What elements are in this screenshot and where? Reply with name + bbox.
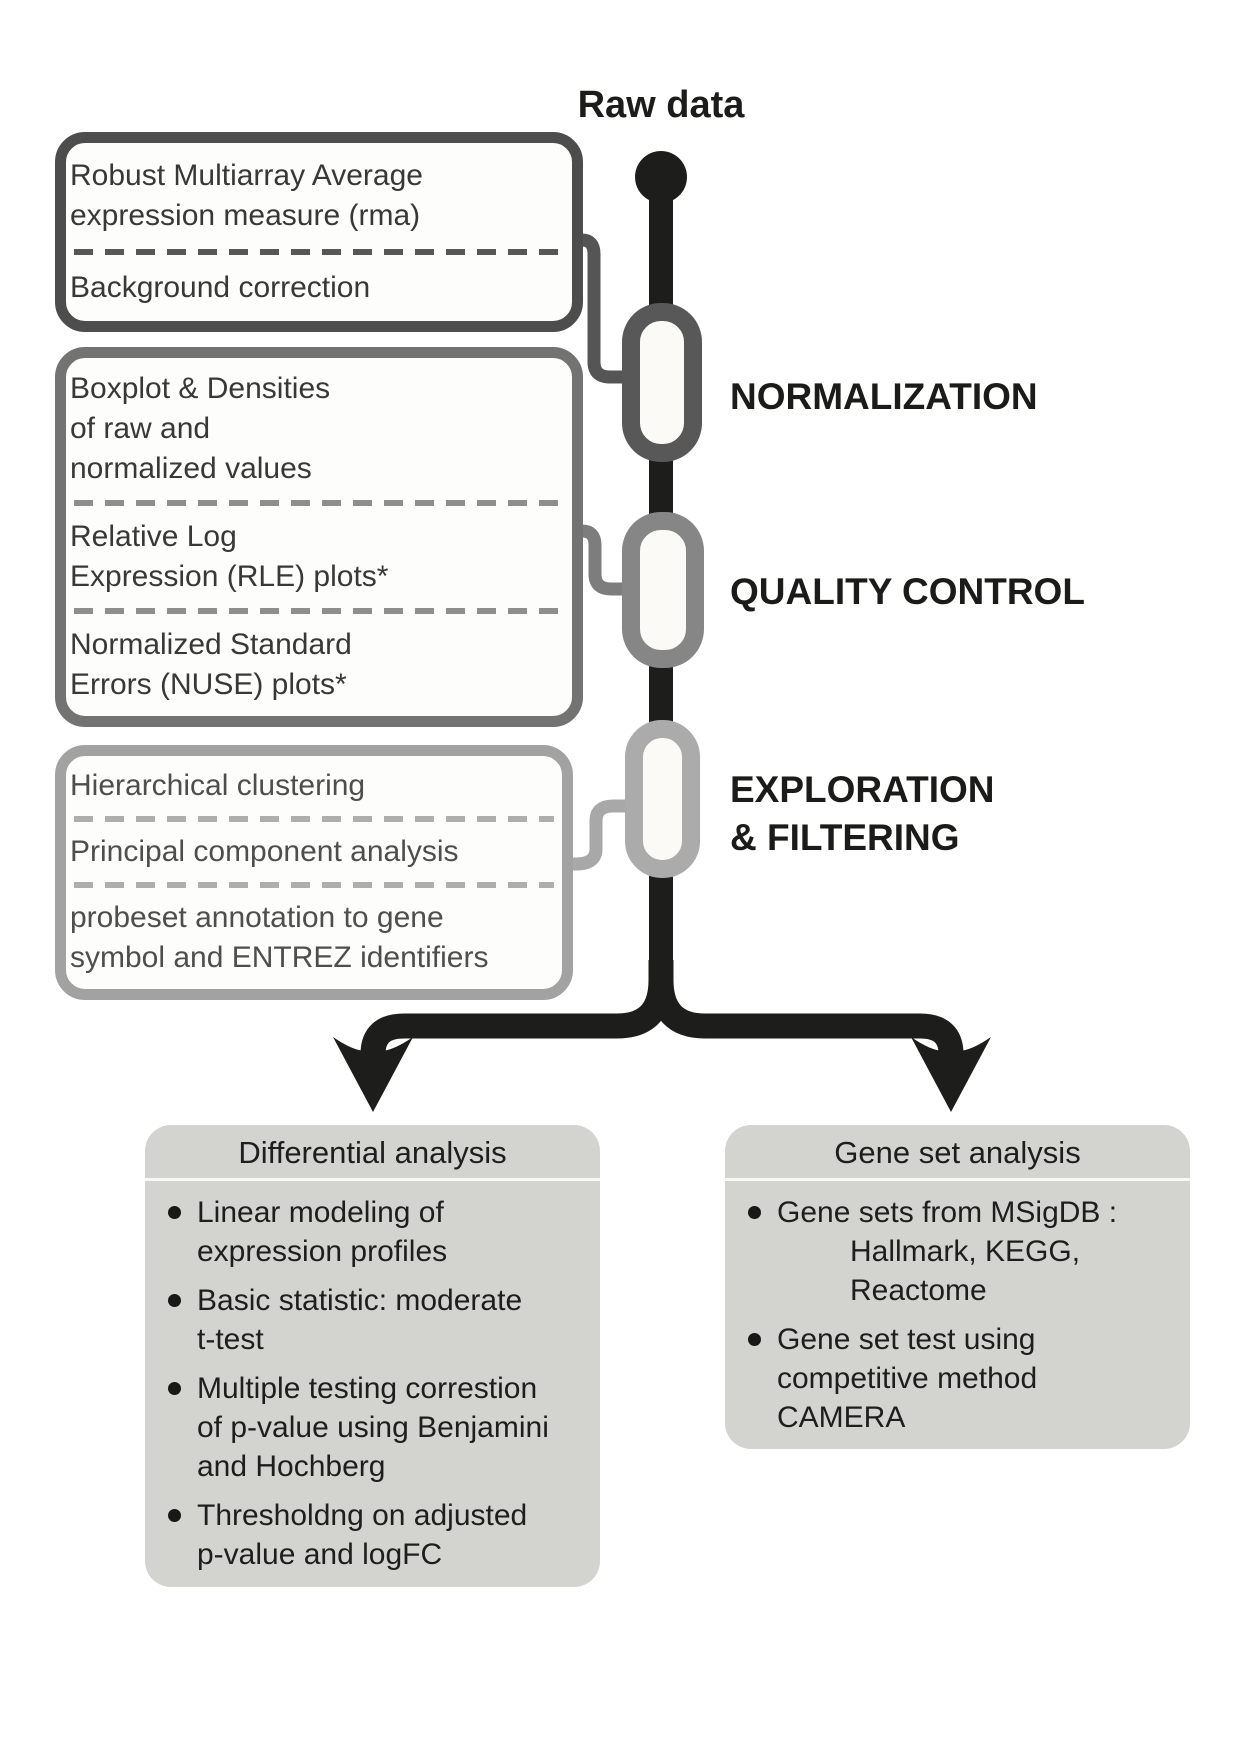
- exploration-connector: [568, 806, 627, 864]
- steps-section: [66, 756, 562, 816]
- bullet-line: Thresholdng on adjusted: [197, 1499, 528, 1532]
- raw-data-node: [635, 151, 687, 203]
- steps-section: [66, 506, 572, 608]
- branch-right-line: [661, 960, 951, 1058]
- steps-section: [66, 614, 572, 716]
- bullet-line: Multiple testing correstion: [197, 1372, 538, 1405]
- bullet-dot-icon: [168, 1509, 181, 1522]
- bullet-line: of p-value using Benjamini: [197, 1411, 549, 1444]
- step-line: normalized values: [70, 452, 312, 485]
- step-line: Principal component analysis: [70, 835, 459, 868]
- normalization-pill: [631, 312, 693, 453]
- quality-control-pill: [631, 521, 695, 659]
- step-line: symbol and ENTREZ identifiers: [70, 941, 489, 974]
- bullet-line: Gene set test using: [777, 1323, 1036, 1356]
- quality-control-connector: [578, 531, 624, 589]
- stage-label-exploration-filtering: [730, 766, 995, 862]
- raw-data-label: Raw data: [577, 84, 745, 126]
- steps-section: [66, 822, 562, 882]
- step-line: probeset annotation to gene: [70, 901, 444, 934]
- step-line: expression measure (rma): [70, 199, 421, 232]
- bullet-item: [145, 1281, 594, 1359]
- bullet-item: [725, 1193, 1184, 1310]
- steps-section: [66, 358, 572, 500]
- step-line: Normalized Standard: [70, 628, 352, 661]
- normalization-steps-box: [55, 132, 583, 332]
- step-line: of raw and: [70, 412, 211, 445]
- bullet-item: [145, 1193, 594, 1271]
- bullet-line: Reactome: [850, 1274, 987, 1307]
- step-line: Hierarchical clustering: [70, 769, 366, 802]
- bullet-dot-icon: [168, 1294, 181, 1307]
- step-line: Boxplot & Densities: [70, 372, 331, 405]
- steps-section: [66, 255, 572, 321]
- step-line: Robust Multiarray Average: [70, 159, 423, 192]
- bullet-item: [145, 1496, 594, 1574]
- bullet-line: Hallmark, KEGG,: [850, 1235, 1081, 1268]
- stage-label-quality-control: QUALITY CONTROL: [730, 571, 1085, 612]
- steps-section: [66, 143, 572, 249]
- analysis-box-title: Gene set analysis: [725, 1125, 1190, 1181]
- bullet-line: competitive method: [777, 1362, 1038, 1395]
- bullet-line: t-test: [197, 1323, 264, 1356]
- bullet-item: [725, 1320, 1184, 1437]
- bullet-dot-icon: [748, 1206, 761, 1219]
- exploration-steps-box: [55, 745, 573, 1000]
- bullet-dot-icon: [168, 1382, 181, 1395]
- step-line: Background correction: [70, 271, 371, 304]
- differential-analysis-box: [145, 1125, 600, 1587]
- analysis-bullet-list: [725, 1181, 1190, 1437]
- bullet-dot-icon: [168, 1206, 181, 1219]
- quality-control-steps-box: [55, 347, 583, 727]
- bullet-line: CAMERA: [777, 1401, 906, 1434]
- bullet-line: Basic statistic: moderate: [197, 1284, 523, 1317]
- analysis-box-title: Differential analysis: [145, 1125, 600, 1181]
- step-line: Errors (NUSE) plots*: [70, 668, 347, 701]
- bullet-line: and Hochberg: [197, 1450, 386, 1483]
- analysis-bullet-list: [145, 1181, 600, 1574]
- step-line: Relative Log: [70, 520, 237, 553]
- steps-section: [66, 888, 562, 988]
- bullet-line: expression profiles: [197, 1235, 448, 1268]
- exploration-pill: [634, 729, 691, 869]
- bullet-line: Gene sets from MSigDB :: [777, 1196, 1118, 1229]
- bullet-item: [145, 1369, 594, 1486]
- bullet-line: p-value and logFC: [197, 1538, 443, 1571]
- step-line: Expression (RLE) plots*: [70, 560, 389, 593]
- bullet-dot-icon: [748, 1333, 761, 1346]
- gene-set-analysis-box: [725, 1125, 1190, 1449]
- stage-label-normalization: NORMALIZATION: [730, 376, 1038, 417]
- stage-label-line: EXPLORATION: [730, 769, 995, 810]
- bullet-line: Linear modeling of: [197, 1196, 444, 1229]
- stage-label-line: & FILTERING: [730, 817, 960, 858]
- normalization-connector: [578, 240, 624, 377]
